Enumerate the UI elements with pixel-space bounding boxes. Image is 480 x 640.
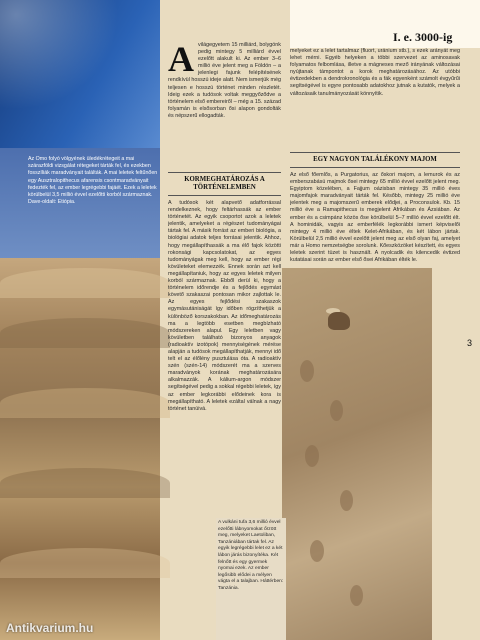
section1-bottom-rule — [168, 195, 281, 196]
section1-heading: KORMEGHATÁROZÁS A TÖRTÉNELEMBEN — [184, 176, 265, 191]
intro-text: világegyetem 15 milliárd, bolygónk pedig mintegy 5 milliárd évvel ezelőtt alakult ki. Az ember 3–6 millió éve jelent meg a Földön – a jelenlegi fajunk felépítésének rendkívül hosszú ideje alatt. Nem ismerjük még teljesen e hosszú történet minden részletét. Ideig ezek a tudósok voltak meggyőződve a történelem első embereiről – még a 15. század folyamán is elsősorban ősi alapon gondolták és népszerű ellogadták. — [168, 42, 281, 119]
right-top-body: melyeket ez a lelet tartalmaz (fluort, uránium stb.), s ezek arányát meg lehet mérni. Egyéb helyeken a többi szervezet az aminosavak folyamatos felbomlása, illetve a mágneses mező irányának változásai nyújtanak támpontot a korok meghatározásához. Az utóbbi évtizedekben a dendrokronológia és a fák egyenként számolt évgyűrűi segítségével is egyre pontosabb adatokhoz jutnak a kutatók, melyek a változásaik tanulmányozását könnyítik. — [290, 48, 460, 97]
section1-top-rule — [168, 172, 281, 173]
footprint-1 — [300, 360, 314, 382]
drop-cap-letter: A — [168, 39, 194, 79]
era-date-heading: I. e. 3000-ig — [393, 30, 453, 44]
page-number: 3 — [467, 338, 473, 348]
left-photo-caption: Az Omo folyó völgyének üledékrétegeit a mai szárazföldi vizsgálat rétegeket tárták fel, és ezekben fosszíliák maradványait találták. A mai leletek feltűnően egy Ausztralopithecus afarensis csontmaradványait fedezték fel, az ember legrégebbi fajáét. Ezek a leletek körülbelül 3,5 millió évvel ezelőtti korból származnak. Dave-oldalt: Etiópia. — [28, 156, 158, 206]
ridge-1 — [0, 268, 170, 298]
researcher-figure — [328, 312, 350, 330]
section2-body: Az első főemlős, a Purgatorius, az őskori majom, a lemurok és az emberszabású majmok ősei mintegy 65 millió évvel ezelőtt jelent meg. Egyiptom közelében, a Fajjum oázisban mintegy 35 millió éves majomfajok maradványait tárták fel. Később, mintegy 25 millió éve jelentek meg a majomszerű emberek elődjei, a Proconsulok. Kb. 15 millió éve a Ramapithecus is megjelent Afrikában és Ázsiában. Az ember és a csimpánz közös őse körülbelül 5–7 millió évvel ezelőtt élt. A hominidák, vagyis az emberfélék legkorábbi ismert képviselői mintegy 4 millió éve éltek Kelet-Afrikában, és két lábon jártak. Körülbelül 2,5 millió évvel ezelőtt jelent meg az első olyan faj, amelyet már a Homo nemzetségbe sorolunk. Kőeszközöket készített, és egyes leletek szerint tüzet is használt. A nyolcadik és kilencedik évtized kutatásai során az ember első ősei Afrikában élték le. — [290, 172, 460, 264]
blue-header-highlight — [0, 0, 160, 148]
ridge-3 — [0, 388, 170, 418]
footprints-photo-caption: A vulkáni tufa 3,6 millió évvel ezelőtti lábnyomokat őrzött meg, melyeket Laetoliban, Tanzániában tártak fel. Az egyik legrégebbi lelet ez a két lábon járás bizonyítéka. Két felnőtt és egy gyermek nyomai ezek. Az ember legősibb elődei a mélyen vágta el a talajban. Háttérben: Tanzánia. — [218, 520, 284, 591]
footprint-4 — [340, 490, 353, 511]
ridge-4 — [0, 468, 170, 498]
ridge-5 — [0, 548, 170, 578]
section2-bottom-rule — [290, 167, 460, 168]
badlands-landscape-photo — [0, 258, 160, 640]
section1-body: A tudósok két alapvető adatforrással rendelkeznek, hogy feltárhassák az ember történetét. Az egyik csoportot azok a leletek jelentik, amelyeket a régészet tudományágai tártak fel. A másik forrást az emberi biológia, a biológiai adatok teljes forrásai jelentik. Ahhoz, hogy megállapíthassák a ma élő fajok közötti rokonsági kapcsolatokat, az egyes tudományágak meg kell, hogy az ember régi kövületeket elemezzék. Ennek során azt kell megállapítaniuk, hogy az egyes leletek milyen korból származnak. Ebből derül ki, hogy a történelem időrendje és a fejlődés egymást követő szakaszai pontosan mikor zajlottak le. Az egyes fejlődési szakaszok egymásutániságát így időben rögzíthetjük a különböző korszakokban. Az időmeghatározás ma a legtöbb esetben megbízható módszereken alapul. Egy leletben vagy kövületben található bizonyos anyagok (radioaktív izotópok) mennyiségének mérése alapján a tudósok megállapíthatják, mennyi idő telt el az élőlény pusztulása óta. A radioaktív szén (szén-14) módszerét ma a szerves maradványok korának meghatározására alkalmazzák. A kálium-argon módszer segítségével pedig a sokkal régebbi leletek, így az ember legkorábbi elődeinek kora is megállapítható. A leletek ezáltal válnak a nagy történet tanúivá. — [168, 200, 281, 412]
ridge-2 — [0, 318, 170, 348]
footprint-6 — [350, 585, 363, 606]
section2-heading: EGY NAGYON TALÁLÉKONY MAJOM — [313, 156, 437, 163]
intro-paragraph — [168, 39, 281, 120]
footprint-3 — [305, 445, 319, 467]
watermark-logo: Antikvarium.hu — [6, 621, 94, 635]
footprint-2 — [330, 400, 343, 421]
footprint-5 — [310, 540, 324, 562]
section2-top-rule — [290, 152, 460, 153]
